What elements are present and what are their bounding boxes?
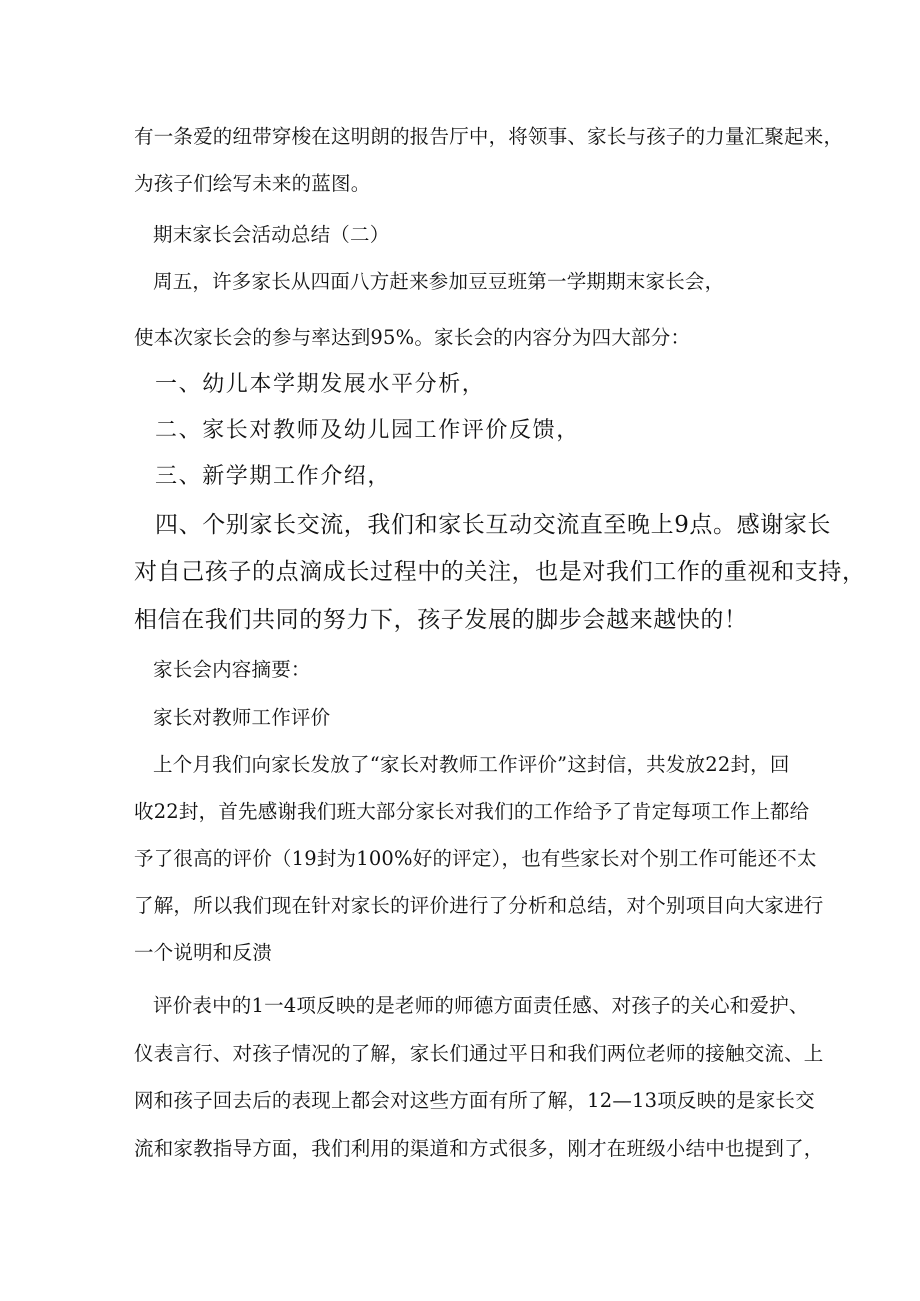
para1-line-1: 周五，许多家长从四面八方赶来参加豆豆班第一学期期末家长会， <box>153 270 725 293</box>
para2-line-2: 收22封，首先感谢我们班大部分家长对我们的工作给予了肯定每项工作上都给 <box>134 800 810 823</box>
para1-line-2: 使本次家长会的参与率达到95%。家长会的内容分为四大部分： <box>134 326 691 349</box>
para2-line-5: 一个说明和反溃 <box>134 941 272 964</box>
list-item-3: 三、新学期工作介绍， <box>155 464 392 489</box>
para3-line-1: 评价表中的1一4项反映的是老师的师德方面责任感、对孩子的关心和爱护、 <box>153 994 809 1017</box>
sub-heading: 家长对教师工作评价 <box>153 706 331 729</box>
para2-line-3: 予了很高的评价（19封为100%好的评定），也有些家长对个别工作可能还不太 <box>134 847 817 870</box>
list-item-4-line-1: 四、个别家长交流，我们和家长互动交流直至晚上9点。感谢家长 <box>155 512 832 538</box>
para3-line-4: 流和家教指导方面，我们利用的渠道和方式很多，刚才在班级小结中也提到了， <box>134 1137 824 1160</box>
para2-line-1: 上个月我们向家长发放了“家长对教师工作评价”这封信，共发放22封，回 <box>153 753 790 776</box>
summary-heading: 家长会内容摘要： <box>153 658 311 681</box>
intro-line-1: 有一条爱的纽带穿梭在这明朗的报告厅中，将领事、家长与孩子的力量汇聚起来， <box>134 125 844 148</box>
list-item-2: 二、家长对教师及幼儿园工作评价反馈， <box>155 418 580 443</box>
list-item-4-line-2: 对自己孩子的点滴成长过程中的关注，也是对我们工作的重视和支持， <box>134 559 866 585</box>
list-item-1: 一、幼儿本学期发展水平分析， <box>155 372 486 397</box>
list-item-4-line-3: 相信在我们共同的努力下，孩子发展的脚步会越来越快的！ <box>134 607 748 633</box>
para3-line-2: 仪表言行、对孩子情况的了解，家长们通过平日和我们两位老师的接触交流、上 <box>134 1042 824 1065</box>
section-title: 期末家长会活动总结（二） <box>153 223 390 246</box>
para3-line-3: 网和孩子回去后的表现上都会对这些方面有所了解，12—13项反映的是家长交 <box>134 1089 815 1112</box>
intro-line-2: 为孩子们绘写未来的蓝图。 <box>134 172 371 195</box>
para2-line-4: 了解，所以我们现在针对家长的评价进行了分析和总结，对个别项目向大家进行 <box>134 894 824 917</box>
